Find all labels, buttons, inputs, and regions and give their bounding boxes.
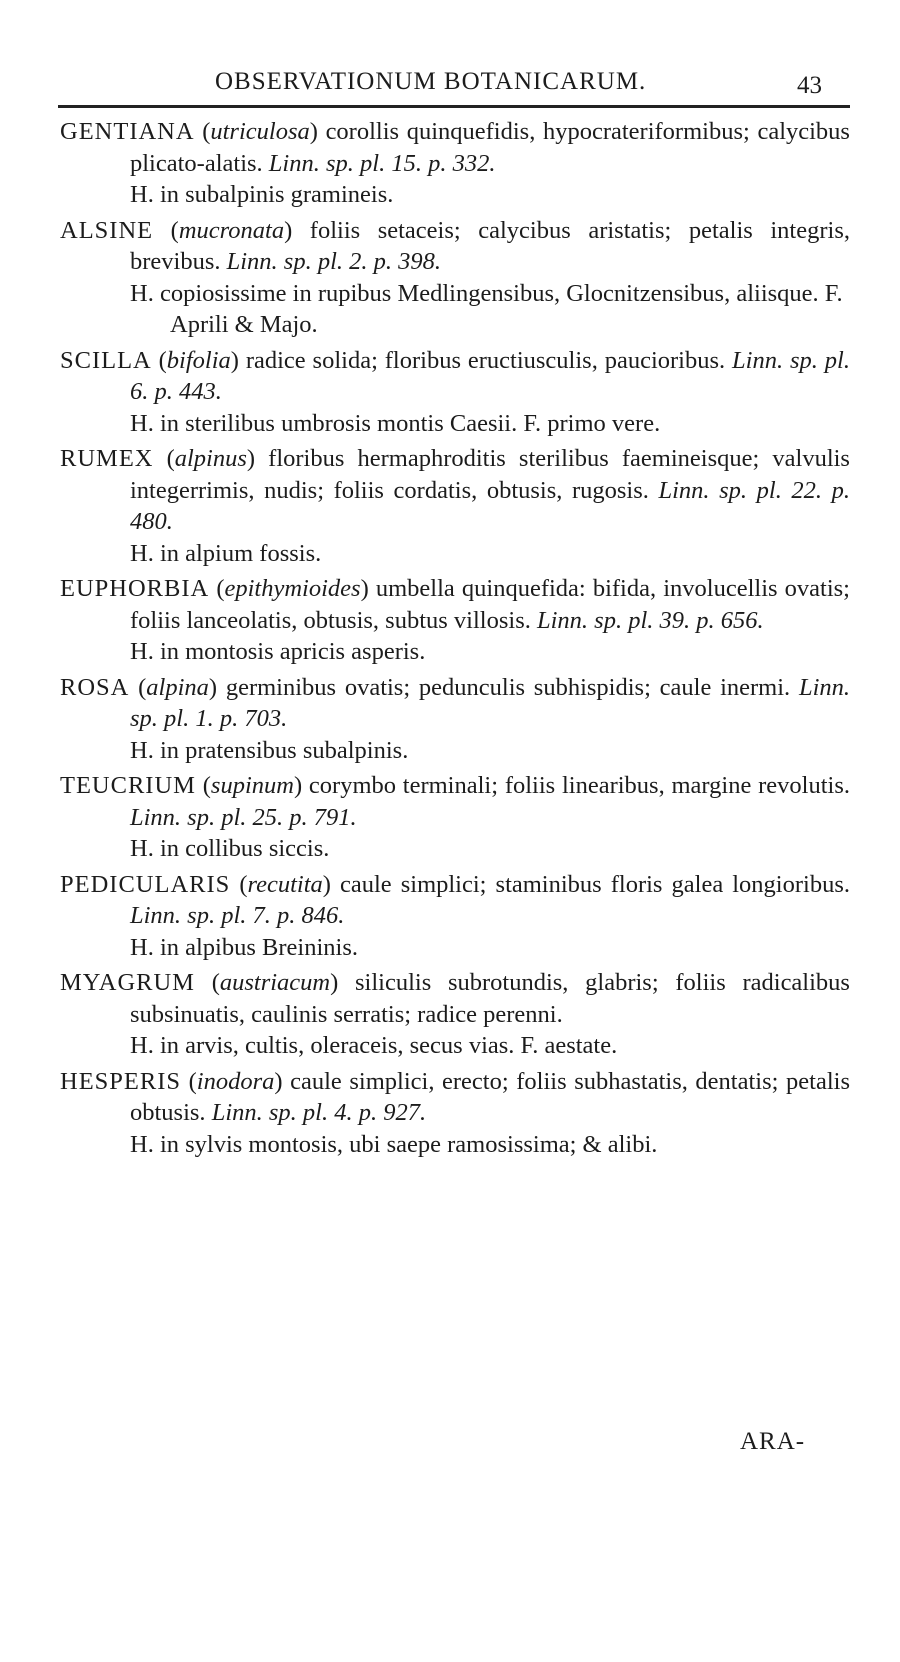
- linnaeus-reference: Linn. sp. pl. 1. p. 703.: [130, 673, 850, 732]
- header-rule: [58, 105, 850, 108]
- species-epithet: utriculosa: [210, 118, 310, 145]
- species-entry: [60, 672, 850, 767]
- habitat-line: H. in montosis apricis asperis.: [130, 638, 426, 665]
- genus-name: EUPHORBIA: [60, 575, 210, 602]
- genus-name: MYAGRUM: [60, 969, 195, 996]
- diagnosis-text: caule simplici, erecto; foliis subhastatis, dentatis; petalis obtusis.: [130, 1067, 850, 1126]
- diagnosis-text: foliis setaceis; calycibus aristatis; petalis integris, brevibus.: [130, 216, 850, 275]
- linnaeus-reference: Linn. sp. pl. 39. p. 656.: [536, 606, 764, 634]
- catchword: ARA-: [740, 1428, 806, 1455]
- diagnosis-text: caule simplici; staminibus floris galea longioribus.: [340, 870, 850, 898]
- genus-name: ALSINE: [60, 216, 154, 244]
- diagnosis-text: floribus hermaphroditis sterilibus faemineisque; valvulis integerrimis, nudis; foliis cordatis, obtusis, rugosis.: [130, 445, 850, 504]
- running-title: OBSERVATIONUM BOTANICARUM.: [215, 68, 647, 95]
- species-entry: [60, 116, 850, 211]
- linnaeus-reference: Linn. sp. pl. 15. p. 332.: [268, 149, 496, 177]
- entry-description: EUPHORBIA (epithymioides) umbella quinquefida: bifida, involucellis ovatis; foliis lanceolatis, obtusis, subtus villosis. Linn. sp. pl. 39. p. 656.: [60, 575, 850, 634]
- linnaeus-reference: Linn. sp. pl. 4. p. 927.: [211, 1099, 427, 1126]
- habitat-line: H. in subalpinis gramineis.: [130, 181, 394, 208]
- page-header: [60, 62, 840, 102]
- genus-name: TEUCRIUM: [60, 772, 196, 799]
- entry-description: HESPERIS (inodora) caule simplici, erecto; foliis subhastatis, dentatis; petalis obtusis. Linn. sp. pl. 4. p. 927.: [60, 1067, 850, 1126]
- page-number: 43: [797, 72, 822, 99]
- linnaeus-reference: Linn. sp. pl. 25. p. 791.: [130, 803, 357, 831]
- species-epithet: austriacum: [219, 969, 331, 996]
- entry-description: RUMEX (alpinus) floribus hermaphroditis sterilibus faemineisque; valvulis integerrimis, nudis; foliis cordatis, obtusis, rugosis. Linn. sp. pl. 22. p. 480.: [60, 445, 851, 535]
- entry-description: GENTIANA (utriculosa) corollis quinquefidis, hypocrateriformibus; calycibus plicato-alatis. Linn. sp. pl. 15. p. 332.: [60, 118, 850, 177]
- species-entry: [60, 1066, 850, 1161]
- diagnosis-text: germinibus ovatis; pedunculis subhispidis; caule inermi.: [225, 673, 791, 701]
- species-entry: [60, 215, 850, 341]
- species-epithet: recutita: [247, 870, 323, 898]
- species-entry: [60, 967, 850, 1062]
- species-entry: [60, 573, 850, 668]
- species-entry: [60, 770, 850, 865]
- species-epithet: mucronata: [178, 216, 285, 244]
- genus-name: PEDICULARIS: [60, 870, 231, 898]
- linnaeus-reference: Linn. sp. pl. 7. p. 846.: [130, 902, 345, 929]
- entry-description: SCILLA (bifolia) radice solida; floribus eructiusculis, paucioribus. Linn. sp. pl. 6. p. 443.: [60, 346, 850, 405]
- species-list: [60, 116, 850, 1164]
- entry-description: ALSINE (mucronata) foliis setaceis; calycibus aristatis; petalis integris, brevibus. Linn. sp. pl. 2. p. 398.: [60, 216, 850, 275]
- habitat-line: H. in collibus siccis.: [130, 835, 330, 862]
- habitat-line: H. copiosissime in rupibus Medlingensibus, Glocnitzensibus, aliisque. F. Aprili & Majo.: [130, 279, 843, 338]
- species-epithet: supinum: [210, 772, 294, 799]
- species-epithet: alpina: [146, 673, 209, 701]
- genus-name: HESPERIS: [60, 1067, 182, 1095]
- species-entry: [60, 869, 850, 964]
- species-epithet: epithymioides: [224, 575, 361, 602]
- habitat-line: H. in sylvis montosis, ubi saepe ramosissima; & alibi.: [130, 1130, 658, 1158]
- habitat-line: H. in sterilibus umbrosis montis Caesii. F. primo vere.: [130, 409, 661, 437]
- habitat-line: H. in alpium fossis.: [130, 539, 322, 567]
- diagnosis-text: umbella quinquefida: bifida, involucellis ovatis; foliis lanceolatis, obtusis, subtus villosis.: [130, 575, 850, 634]
- diagnosis-text: radice solida; floribus eructiusculis, paucioribus.: [245, 346, 726, 374]
- habitat-line: H. in arvis, cultis, oleraceis, secus vias. F. aestate.: [130, 1032, 618, 1059]
- entry-description: MYAGRUM (austriacum) siliculis subrotundis, glabris; foliis radicalibus subsinuatis, caulinis serratis; radice perenni.: [60, 969, 850, 1028]
- species-epithet: alpinus: [174, 445, 247, 472]
- diagnosis-text: corollis quinquefidis, hypocrateriformibus; calycibus plicato-alatis.: [130, 118, 850, 177]
- diagnosis-text: corymbo terminali; foliis linearibus, margine revolutis.: [308, 772, 850, 799]
- linnaeus-reference: Linn. sp. pl. 6. p. 443.: [130, 346, 850, 405]
- genus-name: ROSA: [60, 673, 130, 701]
- species-entry: [60, 443, 850, 569]
- entry-description: ROSA (alpina) germinibus ovatis; pedunculis subhispidis; caule inermi. Linn. sp. pl. 1. p. 703.: [60, 673, 850, 732]
- habitat-line: H. in alpibus Breininis.: [130, 933, 358, 961]
- species-epithet: inodora: [196, 1067, 275, 1095]
- genus-name: GENTIANA: [60, 118, 195, 145]
- genus-name: RUMEX: [60, 445, 154, 472]
- habitat-line: H. in pratensibus subalpinis.: [130, 736, 409, 764]
- linnaeus-reference: Linn. sp. pl. 2. p. 398.: [226, 248, 442, 275]
- diagnosis-text: siliculis subrotundis, glabris; foliis radicalibus subsinuatis, caulinis serratis; radice perenni.: [130, 969, 850, 1028]
- entry-description: PEDICULARIS (recutita) caule simplici; staminibus floris galea longioribus. Linn. sp. pl. 7. p. 846.: [60, 870, 850, 929]
- genus-name: SCILLA: [60, 346, 152, 374]
- species-epithet: bifolia: [166, 346, 231, 374]
- species-entry: [60, 345, 850, 440]
- entry-description: TEUCRIUM (supinum) corymbo terminali; foliis linearibus, margine revolutis. Linn. sp. pl. 25. p. 791.: [60, 772, 850, 831]
- linnaeus-reference: Linn. sp. pl. 22. p. 480.: [130, 476, 851, 535]
